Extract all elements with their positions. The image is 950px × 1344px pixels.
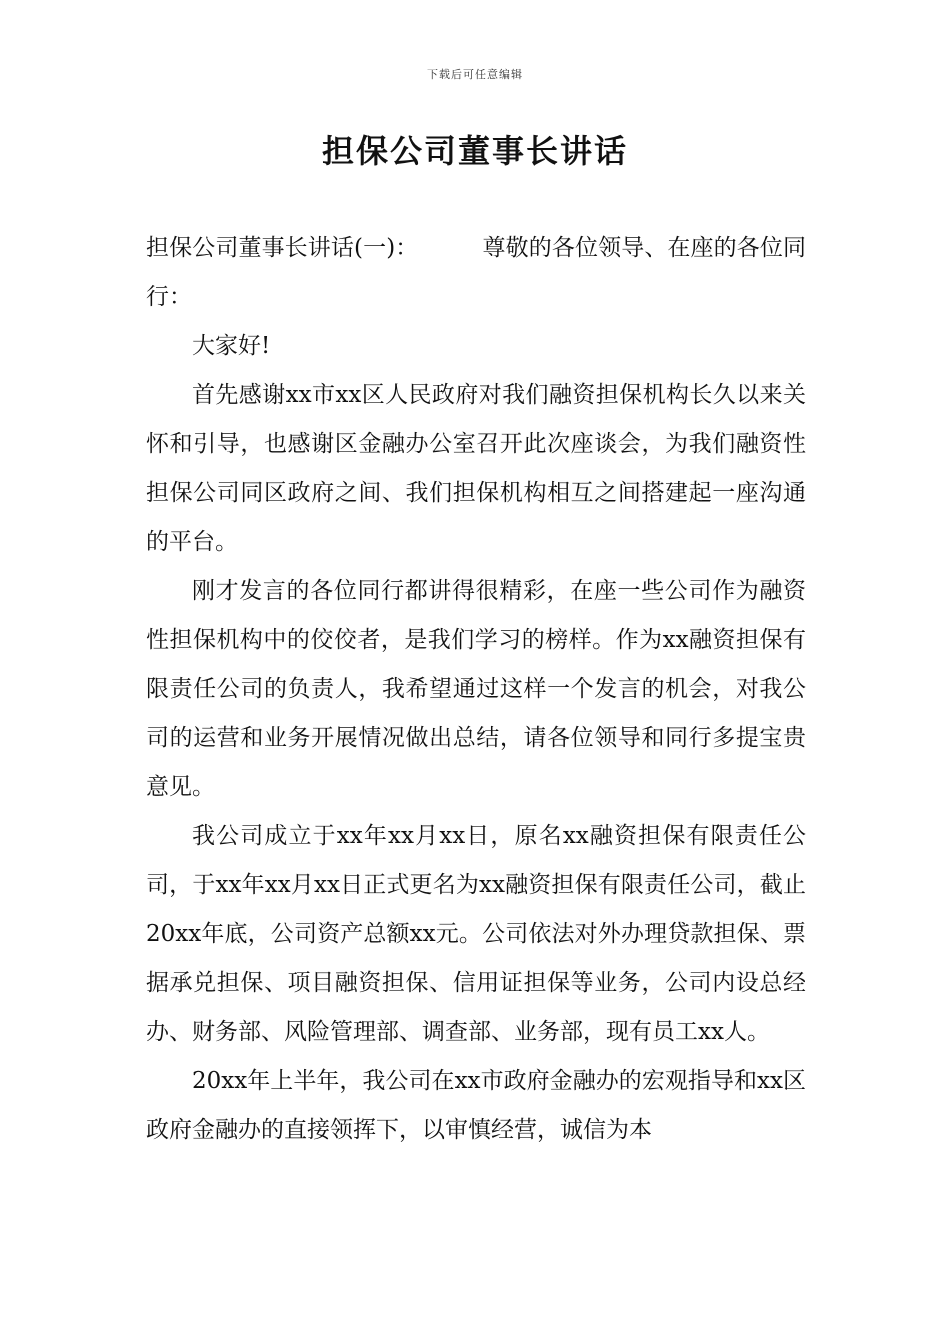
salutation: 尊敬的各位领导、在座的各位同行： [146, 235, 807, 310]
paragraph-company-profile: 我公司成立于xx年xx月xx日，原名xx融资担保有限责任公司，于xx年xx月xx日正式更名为xx融资担保有限责任公司，截止20xx年底，公司资产总额xx元。公司依法对外办理贷款担保、票据承兑担保、项目融资担保、信用证担保等业务，公司内设总经办、财务部、风险管理部、调查部、业务部，现有员工xx人。 [146, 823, 806, 1045]
paragraph-peers: 刚才发言的各位同行都讲得很精彩，在座一些公司作为融资性担保机构中的佼佼者，是我们学习的榜样。作为xx融资担保有限责任公司的负责人，我希望通过这样一个发言的机会，对我公司的运营和业务开展情况做出总结，请各位领导和同行多提宝贵意见。 [146, 578, 806, 800]
document-title: 担保公司董事长讲话 [321, 132, 628, 170]
paragraph-half-year: 20xx年上半年，我公司在xx市政府金融办的宏观指导和xx区政府金融办的直接领挥下，以审慎经营，诚信为本 [146, 1068, 806, 1143]
paragraph-greeting: 大家好! [192, 333, 271, 359]
header-note: 下载后可任意编辑 [427, 68, 523, 81]
intro-heading: 担保公司董事长讲话(一)： [146, 235, 419, 261]
paragraph-thanks: 首先感谢xx市xx区人民政府对我们融资担保机构长久以来关怀和引导，也感谢区金融办公室召开此次座谈会，为我们融资性担保公司同区政府之间、我们担保机构相互之间搭建起一座沟通的平台。 [146, 382, 806, 555]
intro-paragraph [146, 224, 806, 322]
document-body [146, 224, 806, 1155]
